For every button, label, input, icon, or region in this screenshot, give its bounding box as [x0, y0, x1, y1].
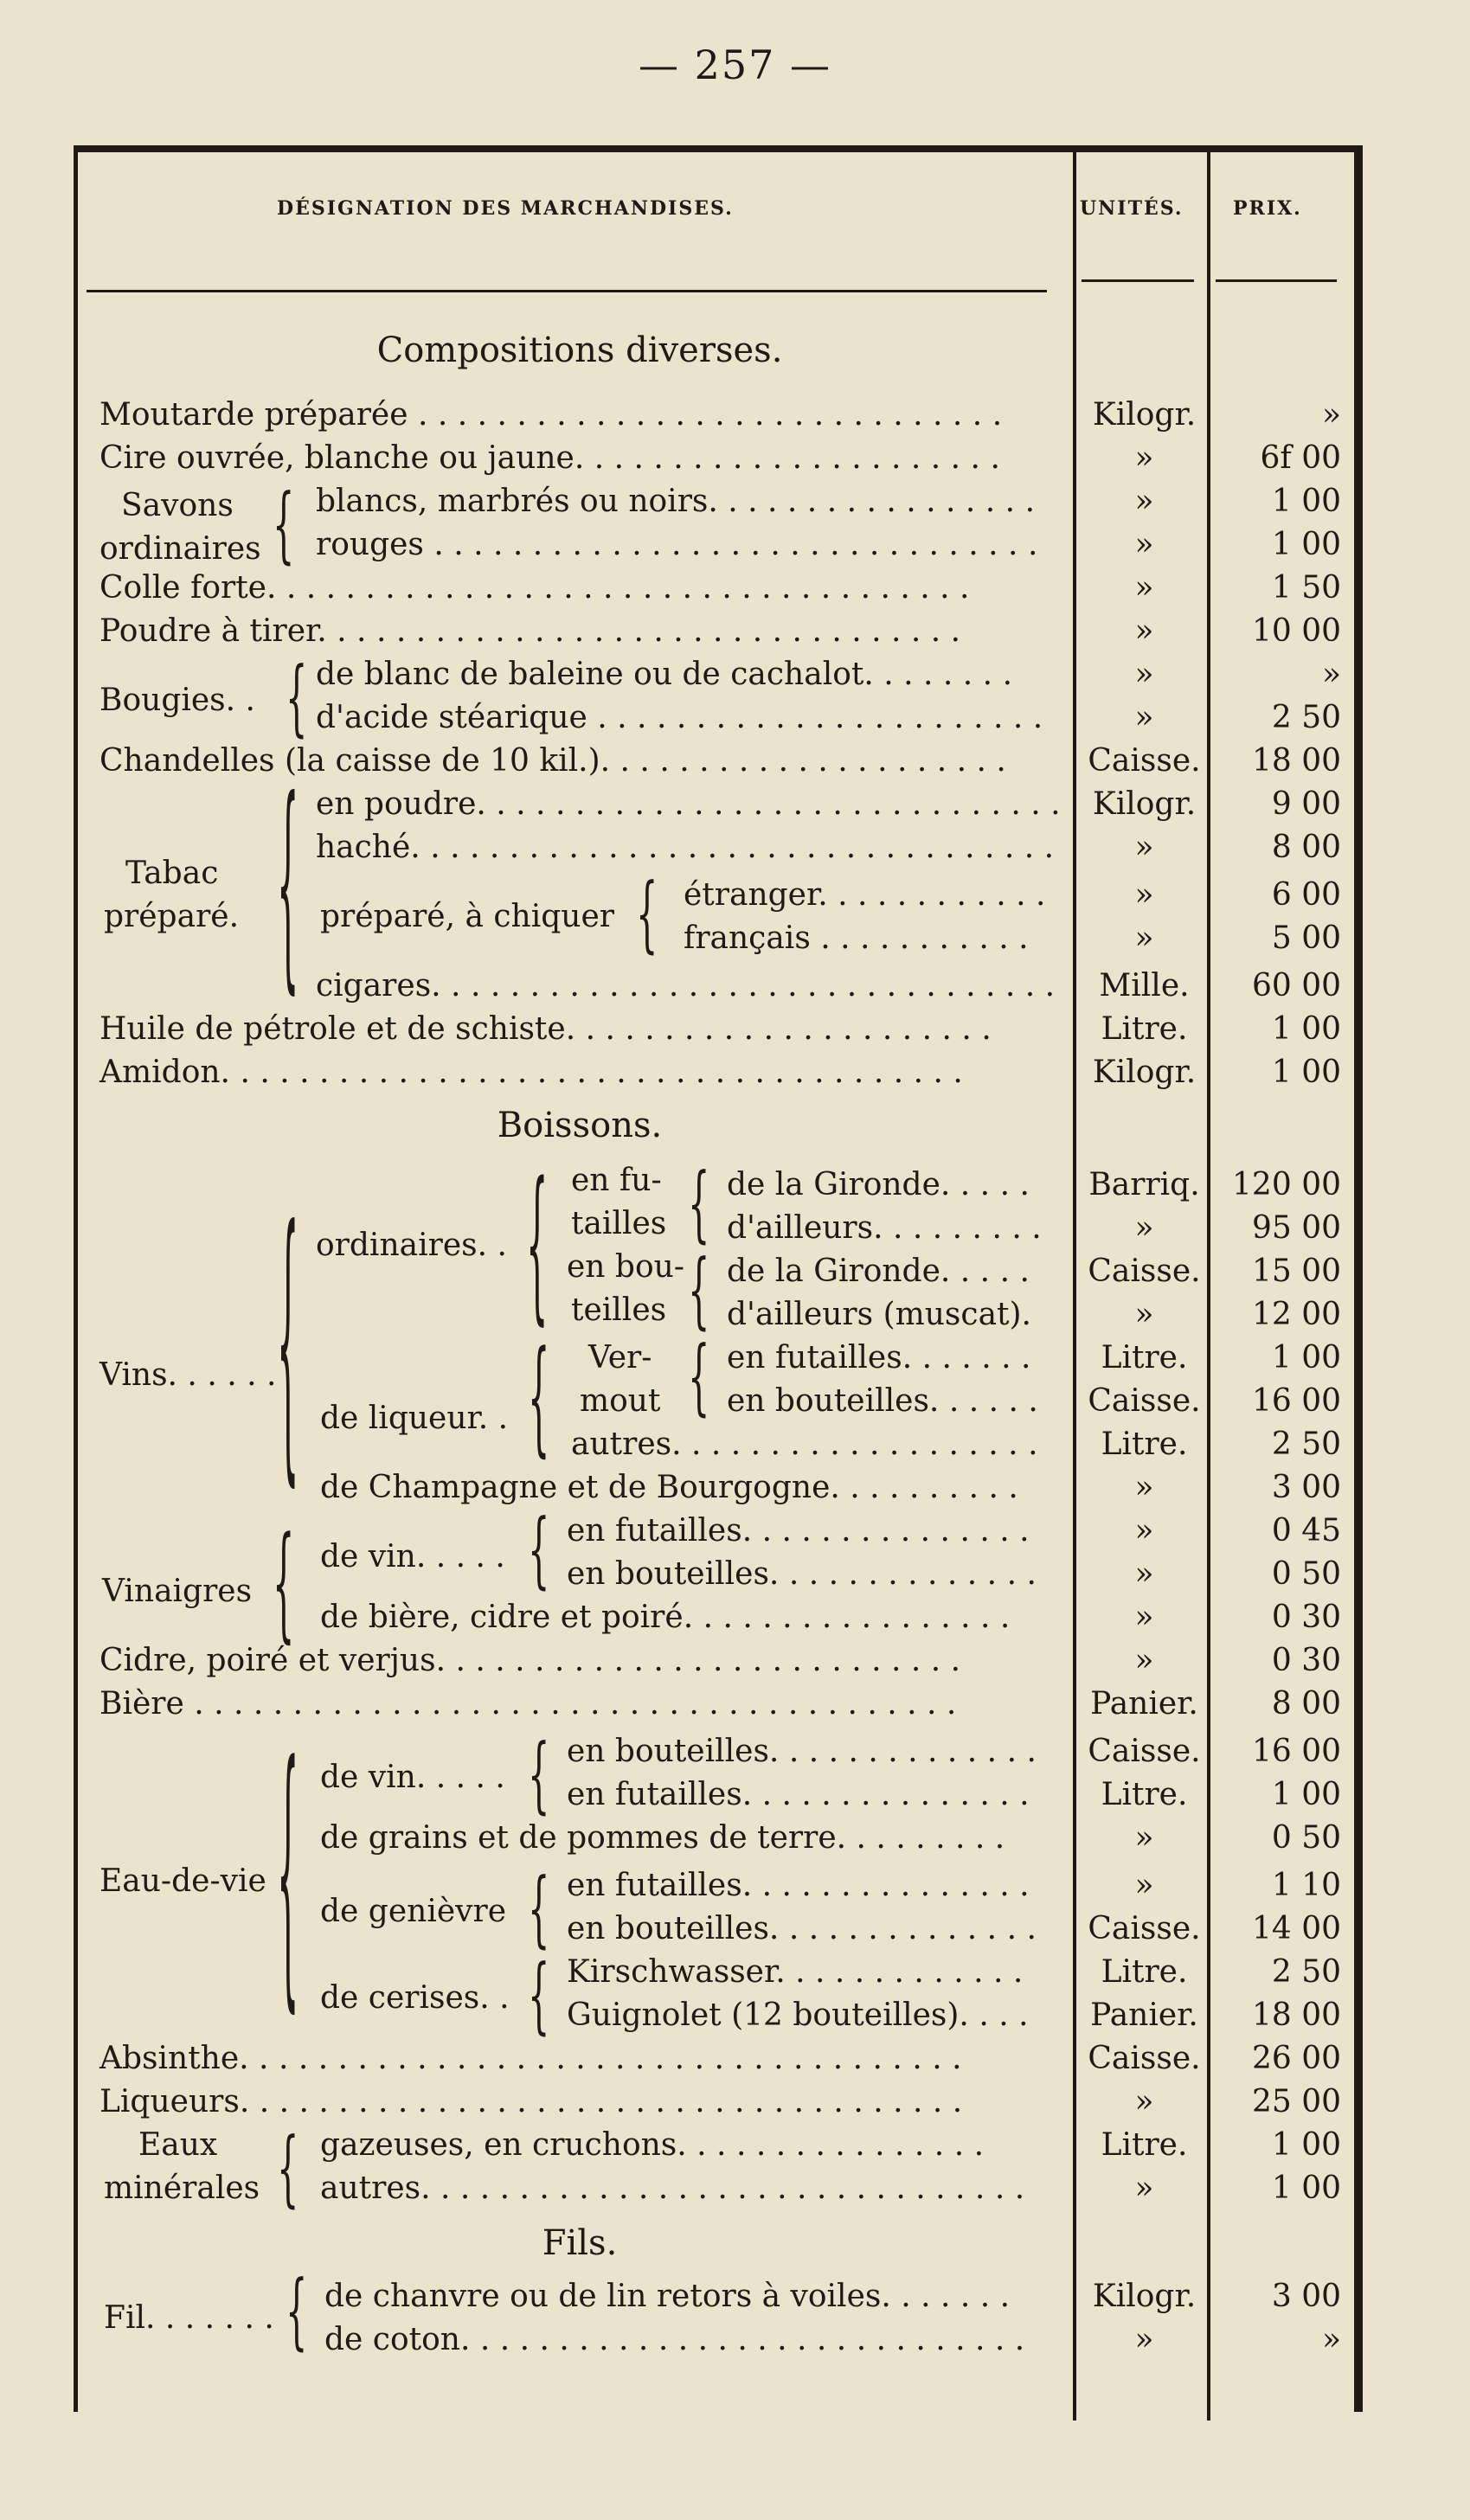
row-designation: d'ailleurs (muscat). [727, 1297, 1031, 1332]
group-label-prepare-chiquer: préparé, à chiquer [320, 899, 614, 934]
row-designation: blancs, marbrés ou noirs. . . . . . . . . . . . . . . . . [316, 484, 1036, 519]
row-unit: Caisse. [1088, 1734, 1201, 1769]
header-underline-price [1216, 279, 1337, 282]
row-designation: en bouteilles. . . . . . [727, 1383, 1038, 1419]
table-row [0, 1730, 1470, 1773]
row-designation: de coton. . . . . . . . . . . . . . . . . . . . . . . . . . . . . [324, 2322, 1025, 2357]
row-price: 2 50 [1271, 1954, 1341, 1990]
table-row [0, 1337, 1470, 1380]
row-price: 6f 00 [1260, 440, 1341, 476]
row-designation: de la Gironde. . . . . [727, 1254, 1030, 1289]
row-price: 1 00 [1271, 527, 1341, 562]
row-designation: Moutarde préparée . . . . . . . . . . . . . . . . . . . . . . . . . . . . . . [99, 397, 1003, 433]
row-designation: Huile de pétrole et de schiste. . . . . . . . . . . . . . . . . . . . . . [99, 1011, 992, 1047]
row-designation: Liqueurs. . . . . . . . . . . . . . . . . . . . . . . . . . . . . . . . . . . . . [99, 2084, 963, 2119]
row-price: 16 00 [1251, 1734, 1341, 1769]
row-price: 1 00 [1271, 2171, 1341, 2206]
table-row [0, 1773, 1470, 1817]
row-price: » [1321, 2322, 1341, 2357]
row-price: 8 00 [1271, 1686, 1341, 1722]
group-label-de-genievre: de genièvre [320, 1894, 506, 1929]
row-designation: Guignolet (12 bouteilles). . . . [567, 1997, 1029, 2033]
table-row [0, 783, 1470, 826]
row-unit: » [1134, 2084, 1154, 2119]
brace-vinaigres: { [273, 1513, 295, 1657]
table-row [0, 480, 1470, 523]
section-title-fils: Fils. [542, 2223, 618, 2263]
row-unit: Caisse. [1088, 743, 1201, 779]
table-row [0, 1510, 1470, 1553]
table-row [0, 1553, 1470, 1596]
row-unit: » [1134, 1868, 1154, 1903]
row-designation: Cidre, poiré et verjus. . . . . . . . . . . . . . . . . . . . . . . . . . . [99, 1643, 961, 1678]
row-unit: » [1134, 877, 1154, 913]
row-price: 18 00 [1251, 743, 1341, 779]
row-unit: » [1134, 1643, 1154, 1678]
group-label-fil: Fil. . . . . . . [104, 2300, 274, 2336]
brace-de-liqueur: { [528, 1327, 550, 1471]
row-price: 1 00 [1271, 2127, 1341, 2163]
table-row [0, 2037, 1470, 2081]
table-row [0, 1908, 1470, 1951]
row-designation: de bière, cidre et poiré. . . . . . . . . . . . . . . . . [320, 1600, 1011, 1635]
brace-bougies: { [286, 651, 308, 747]
row-price: 1 00 [1271, 1011, 1341, 1047]
table-row [0, 567, 1470, 610]
table-row [0, 394, 1470, 437]
group-label-eau-de-vie: Eau-de-vie [99, 1863, 266, 1899]
row-unit: Kilogr. [1092, 397, 1197, 433]
row-unit: » [1134, 1210, 1154, 1246]
row-price: 18 00 [1251, 1997, 1341, 2033]
row-designation: en futailles. . . . . . . . . . . . . . . [567, 1513, 1030, 1549]
brace-de-cerises: { [528, 1948, 550, 2045]
table-row [0, 1951, 1470, 1994]
row-unit: » [1134, 1600, 1154, 1635]
row-unit: » [1134, 2171, 1154, 2206]
row-designation: autres. . . . . . . . . . . . . . . . . . . [571, 1427, 1038, 1462]
row-unit: » [1134, 920, 1154, 956]
row-unit: » [1134, 2322, 1154, 2357]
row-price: 0 45 [1271, 1513, 1341, 1549]
row-designation: en bouteilles. . . . . . . . . . . . . . [567, 1911, 1037, 1946]
row-unit: » [1134, 1297, 1154, 1332]
row-price: 1 50 [1271, 570, 1341, 606]
table-row [0, 874, 1470, 917]
row-designation: français . . . . . . . . . . . [684, 920, 1029, 956]
header-units: UNITÉS. [1080, 197, 1184, 220]
row-unit: » [1134, 570, 1154, 606]
table-row [0, 2275, 1470, 2318]
row-price: 1 10 [1271, 1868, 1341, 1903]
row-unit: Mille. [1099, 968, 1190, 1004]
table-row [0, 826, 1470, 869]
row-price: 16 00 [1251, 1383, 1341, 1419]
row-price: 0 50 [1271, 1820, 1341, 1856]
table-row [0, 2124, 1470, 2167]
table-top-rule [74, 145, 1363, 152]
group-label-en-bouteilles-2: teilles [571, 1292, 667, 1328]
group-label-vermout-1: Ver- [588, 1340, 652, 1375]
table-row [0, 653, 1470, 696]
row-unit: Caisse. [1088, 1254, 1201, 1289]
page-number: — 257 — [638, 42, 832, 88]
row-designation: étranger. . . . . . . . . . . . [684, 877, 1046, 913]
header-underline-units [1082, 279, 1194, 282]
row-unit: Caisse. [1088, 2041, 1201, 2076]
brace-vins: { [277, 1176, 299, 1515]
brace-fil: { [286, 2264, 308, 2361]
row-unit: » [1134, 830, 1154, 865]
row-designation: en bouteilles. . . . . . . . . . . . . . [567, 1556, 1037, 1592]
row-unit: » [1134, 1820, 1154, 1856]
table-row [0, 1380, 1470, 1423]
row-unit: Litre. [1101, 1954, 1188, 1990]
group-label-vermout-2: mout [580, 1383, 661, 1419]
row-price: 14 00 [1251, 1911, 1341, 1946]
row-unit: Kilogr. [1092, 2279, 1197, 2314]
table-row [0, 2167, 1470, 2210]
table-row [0, 1596, 1470, 1639]
table-row [0, 2318, 1470, 2362]
group-label-ordinaires: ordinaires. . [316, 1228, 507, 1263]
row-unit: Caisse. [1088, 1383, 1201, 1419]
row-designation: autres. . . . . . . . . . . . . . . . . . . . . . . . . . . . . . . [320, 2171, 1025, 2206]
group-label-de-vin-vinaigres: de vin. . . . . [320, 1539, 505, 1574]
table-row [0, 610, 1470, 653]
row-designation: Chandelles (la caisse de 10 kil.). . . . . . . . . . . . . . . . . . . . . [99, 743, 1006, 779]
row-designation: Poudre à tirer. . . . . . . . . . . . . . . . . . . . . . . . . . . . . . . . . [99, 613, 961, 649]
row-unit: Panier. [1090, 1997, 1198, 2033]
row-unit: Litre. [1101, 1340, 1188, 1375]
table-row [0, 1639, 1470, 1683]
table-row [0, 1293, 1470, 1337]
row-price: 1 00 [1271, 1777, 1341, 1812]
table-row [0, 1423, 1470, 1466]
row-price: 5 00 [1271, 920, 1341, 956]
row-designation: Absinthe. . . . . . . . . . . . . . . . . . . . . . . . . . . . . . . . . . . . . [99, 2041, 962, 2076]
row-designation: haché. . . . . . . . . . . . . . . . . . . . . . . . . . . . . . . . . [316, 830, 1055, 865]
row-unit: » [1134, 1513, 1154, 1549]
row-price: 120 00 [1232, 1167, 1341, 1202]
section-title-boissons: Boissons. [497, 1106, 663, 1145]
table-row [0, 1994, 1470, 2037]
table-row [0, 1864, 1470, 1908]
table-row [0, 1683, 1470, 1726]
brace-savons: { [273, 478, 295, 574]
row-price: 2 50 [1271, 700, 1341, 735]
row-price: 0 30 [1271, 1600, 1341, 1635]
header-price: PRIX. [1233, 197, 1302, 220]
row-designation: rouges . . . . . . . . . . . . . . . . . . . . . . . . . . . . . . . [316, 527, 1038, 562]
section-title-compositions: Compositions diverses. [376, 330, 783, 370]
table-row [0, 1008, 1470, 1051]
row-price: 15 00 [1251, 1254, 1341, 1289]
row-designation: en bouteilles. . . . . . . . . . . . . . [567, 1734, 1037, 1769]
brace-vermout: { [688, 1330, 710, 1427]
row-unit: » [1134, 440, 1154, 476]
row-price: » [1321, 397, 1341, 433]
group-label-tabac-prepare: préparé. [104, 899, 240, 934]
row-price: 6 00 [1271, 877, 1341, 913]
row-designation: gazeuses, en cruchons. . . . . . . . . . . . . . . . [320, 2127, 985, 2163]
row-price: 95 00 [1251, 1210, 1341, 1246]
row-unit: Barriq. [1088, 1167, 1200, 1202]
brace-en-bouteilles: { [688, 1243, 710, 1340]
row-price: 10 00 [1251, 613, 1341, 649]
row-unit: Caisse. [1088, 1911, 1201, 1946]
row-unit: Kilogr. [1092, 1055, 1197, 1090]
row-price: 3 00 [1271, 2279, 1341, 2314]
row-designation: d'ailleurs. . . . . . . . . [727, 1210, 1042, 1246]
brace-de-vin-vinaigres: { [528, 1503, 550, 1600]
row-designation: de blanc de baleine ou de cachalot. . . . . . . . [316, 657, 1013, 692]
group-label-de-vin-eau-de-vie: de vin. . . . . [320, 1760, 505, 1795]
row-designation: de Champagne et de Bourgogne. . . . . . . . . . [320, 1470, 1018, 1505]
row-designation: de la Gironde. . . . . [727, 1167, 1030, 1202]
brace-de-genievre: { [528, 1862, 550, 1959]
table-row [0, 696, 1470, 740]
row-designation: cigares. . . . . . . . . . . . . . . . . . . . . . . . . . . . . . . . [316, 968, 1056, 1004]
row-designation: de chanvre ou de lin retors à voiles. . . . . . . [324, 2279, 1011, 2314]
row-price: 26 00 [1251, 2041, 1341, 2076]
row-price: 9 00 [1271, 786, 1341, 822]
table-row [0, 1207, 1470, 1250]
row-designation: en futailles. . . . . . . . . . . . . . . [567, 1777, 1030, 1812]
table-row [0, 1051, 1470, 1094]
row-unit: » [1134, 700, 1154, 735]
row-unit: Panier. [1090, 1686, 1198, 1722]
row-designation: en futailles. . . . . . . [727, 1340, 1031, 1375]
header-designation: DÉSIGNATION DES MARCHANDISES. [277, 197, 734, 220]
brace-en-futailles: { [688, 1157, 710, 1254]
row-designation: Cire ouvrée, blanche ou jaune. . . . . . . . . . . . . . . . . . . . . . [99, 440, 1000, 476]
row-price: 25 00 [1251, 2084, 1341, 2119]
row-unit: Litre. [1101, 1011, 1188, 1047]
group-label-tabac: Tabac [125, 856, 219, 891]
row-designation: en poudre. . . . . . . . . . . . . . . . . . . . . . . . . . . . . . [316, 786, 1061, 822]
table-row [0, 1164, 1470, 1207]
brace-eau-de-vie: { [277, 1713, 299, 2040]
table-row [0, 965, 1470, 1008]
table-row [0, 740, 1470, 783]
brace-chiquer: { [636, 867, 658, 964]
group-label-eaux-minerales: minérales [104, 2171, 260, 2206]
row-unit: » [1134, 1470, 1154, 1505]
group-label-eaux: Eaux [138, 2127, 218, 2163]
group-label-de-cerises: de cerises. . [320, 1980, 510, 2016]
group-label-vinaigres: Vinaigres [102, 1574, 253, 1609]
row-unit: Litre. [1101, 2127, 1188, 2163]
group-label-savons-ordinaires: ordinaires [99, 531, 261, 567]
row-price: » [1321, 657, 1341, 692]
row-unit: » [1134, 613, 1154, 649]
row-price: 60 00 [1251, 968, 1341, 1004]
group-label-de-liqueur: de liqueur. . [320, 1401, 509, 1436]
header-underline-designation [87, 290, 1047, 292]
brace-de-vin-eau-de-vie: { [528, 1728, 550, 1824]
row-designation: Colle forte. . . . . . . . . . . . . . . . . . . . . . . . . . . . . . . . . . . . [99, 570, 970, 606]
table-row [0, 1250, 1470, 1293]
brace-tabac: { [277, 757, 299, 1016]
table-row [0, 1817, 1470, 1860]
row-designation: d'acide stéarique . . . . . . . . . . . . . . . . . . . . . . . [316, 700, 1043, 735]
row-unit: » [1134, 484, 1154, 519]
group-label-en-bouteilles-1: en bou- [567, 1249, 685, 1285]
group-label-bougies: Bougies. . [99, 683, 255, 718]
row-designation: Amidon. . . . . . . . . . . . . . . . . . . . . . . . . . . . . . . . . . . . . . [99, 1055, 963, 1090]
row-price: 1 00 [1271, 1055, 1341, 1090]
row-price: 8 00 [1271, 830, 1341, 865]
table-row [0, 1466, 1470, 1510]
row-designation: Bière . . . . . . . . . . . . . . . . . . . . . . . . . . . . . . . . . . . . . . . [99, 1686, 957, 1722]
group-label-savons: Savons [121, 488, 234, 523]
row-price: 12 00 [1251, 1297, 1341, 1332]
table-row [0, 437, 1470, 480]
row-designation: de grains et de pommes de terre. . . . . . . . . [320, 1820, 1005, 1856]
row-price: 0 30 [1271, 1643, 1341, 1678]
row-price: 1 00 [1271, 484, 1341, 519]
row-unit: » [1134, 657, 1154, 692]
row-price: 2 50 [1271, 1427, 1341, 1462]
table-row [0, 2081, 1470, 2124]
brace-ordinaires: { [526, 1151, 549, 1343]
table-row [0, 917, 1470, 960]
row-price: 0 50 [1271, 1556, 1341, 1592]
row-unit: Litre. [1101, 1777, 1188, 1812]
row-price: 3 00 [1271, 1470, 1341, 1505]
row-price: 1 00 [1271, 1340, 1341, 1375]
table-row [0, 523, 1470, 567]
group-label-en-futailles-2: tailles [571, 1206, 667, 1241]
row-designation: en futailles. . . . . . . . . . . . . . . [567, 1868, 1030, 1903]
brace-eaux: { [277, 2121, 299, 2218]
row-designation: Kirschwasser. . . . . . . . . . . . . [567, 1954, 1024, 1990]
group-label-en-futailles-1: en fu- [571, 1163, 662, 1198]
row-unit: Litre. [1101, 1427, 1188, 1462]
row-unit: Kilogr. [1092, 786, 1197, 822]
group-label-vins: Vins. . . . . . [99, 1357, 277, 1393]
row-unit: » [1134, 1556, 1154, 1592]
row-unit: » [1134, 527, 1154, 562]
